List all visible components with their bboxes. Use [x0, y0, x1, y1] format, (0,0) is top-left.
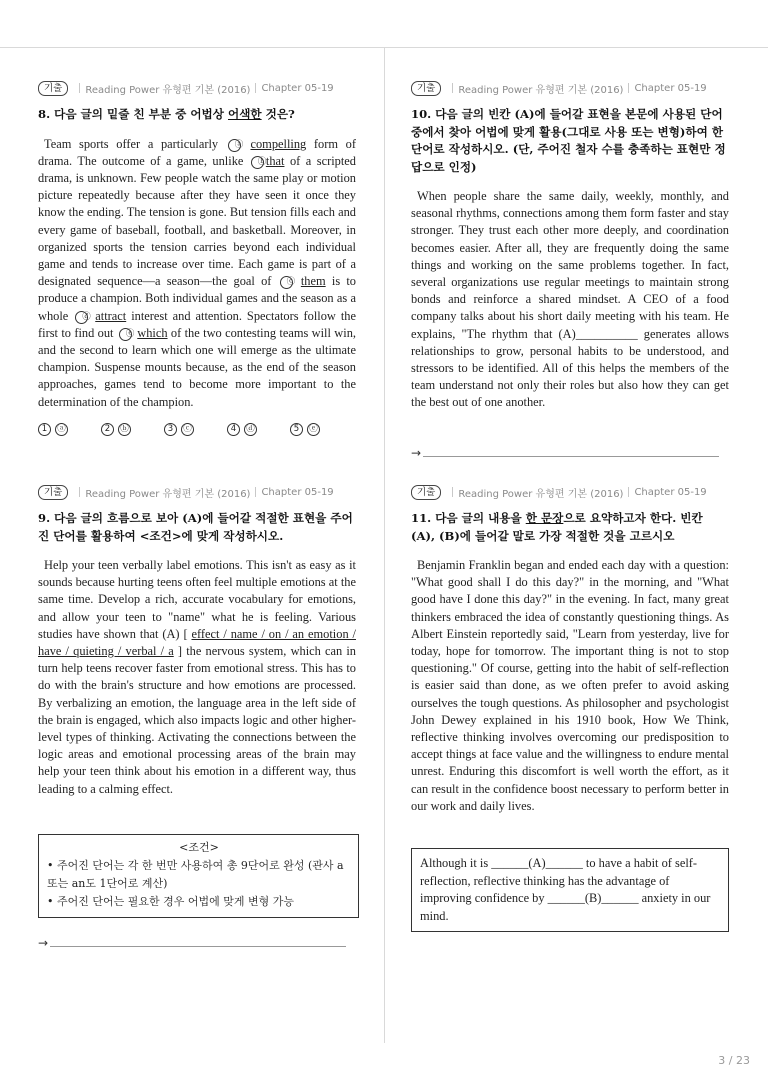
meta-separator [79, 487, 80, 497]
question-11 [411, 484, 729, 815]
marker-b: ⓑ [251, 156, 264, 169]
source-label: Reading Power 유형편 기본 (2016) [458, 488, 624, 500]
option-1[interactable]: 1 ⓐ [38, 423, 101, 436]
underlined-option-a: compelling [250, 136, 307, 151]
passage: When people share the same daily, weekly, monthly, and seasonal rhythms, connections among them form faster and stay stronger. They trust each other more deeply, and coordination becomes easier. After all, they are frequently doing the same things and working on the same problems together. In fact, several organizations use regular meetings to maintain strong bonds and reinforce a shared mindset. A CEO of a food company talks about his short daily meeting with his team. He explains, "The rhythm that (A)__________ generates allows relationships to grow, personal habits to be understood, and stressors to be identified. All of this helps the members of the team understand not only their roles but also how they can get the best out of one another. [411, 189, 729, 410]
question-meta [411, 80, 729, 96]
meta-separator [79, 83, 80, 93]
exam-badge: 기출 [411, 81, 441, 96]
passage: Team sports offer a particularly ⓐ compelling form of drama. The outcome of a game, unlike ⓑthat of a scripted drama, is unknown. Few people watch the same play or motion picture repeatedly because after they have seen it once they know the ending. The tension is gone. But tension fills each and every game of baseball, football, and basketball. Moreover, in organized sports the tension carries beyond each individual game and tends to increase over time. Each game is part of a designated sequence—a season—the goal of ⓒ them is to produce a champion. Both individual games and the season as a whole ⓓ attract interest and attention. Spectators follow the first to find out ⓔ which of the two contesting teams will win, and the second to learn which one will emerge as the ultimate champion. Suspense mounts because, as the end of the season approaches, games tend to become more important to the determination of the champion. [38, 136, 357, 409]
marker-d: ⓓ [75, 311, 88, 324]
meta-separator [255, 487, 256, 497]
question-9 [38, 484, 356, 798]
underlined-option-e: which [137, 325, 168, 340]
meta-separator [452, 83, 453, 93]
underlined-keyword: 어색한 [228, 107, 262, 121]
column-divider [384, 48, 385, 1043]
condition-box [38, 834, 359, 918]
passage: Benjamin Franklin began and ended each day with a question: "What good shall I do this day?" in the morning, and "What good have I done this day?" in the evening. In fact, many great thinkers embraced the idea of constantly questioning things. As Albert Einstein reportedly said, "Learn from yesterday, live for today, hope for tomorrow. The important thing is not to stop questioning." Of course, getting into the habit of self-reflection is easier said than done, as we often prefer to avoid asking ourselves the tough questions. As philosopher and psychologist John Dewey explained in his 1910 book, How We Think, reflective thinking involves overcoming our predisposition to accept things at face value and the willingness to endure mental unrest. Enduring this discomfort is well worth the effort, as it can result in the confidence boost necessary to perform better in our work and daily lives. [411, 558, 729, 813]
meta-separator [255, 83, 256, 93]
arrow-icon: → [38, 936, 49, 950]
condition-item: • 주어진 단어는 필요한 경우 어법에 맞게 변형 가능 [47, 895, 294, 908]
meta-separator [628, 487, 629, 497]
word-list: effect / name / on / an emotion / have / quieting / verbal / a [38, 626, 356, 659]
option-3[interactable]: 3 ⓒ [164, 423, 227, 436]
question-meta [38, 484, 356, 500]
source-label: Reading Power 유형편 기본 (2016) [85, 488, 251, 500]
chapter-label: Chapter 05-19 [634, 486, 707, 498]
meta-separator [628, 83, 629, 93]
underlined-keyword: 한 문장 [525, 511, 564, 525]
question-title: 10. 다음 글의 빈칸 (A)에 들어갈 표현을 본문에 사용된 단어 중에서 찾아 어법에 맞게 활용(그대로 사용 또는 변형)하여 한 단어로 작성하시오. (단, 주어진 철자 수를 충족하는 표현만 정답으로 인정) [411, 107, 726, 174]
exam-badge: 기출 [38, 485, 68, 500]
marker-c: ⓒ [280, 276, 293, 289]
question-10 [411, 80, 729, 412]
question-title: 9. 다음 글의 흐름으로 보아 (A)에 들어갈 적절한 표현을 주어진 단어를 활용하여 <조건>에 맞게 작성하시오. [38, 511, 353, 543]
option-2[interactable]: 2 ⓑ [101, 423, 164, 436]
answer-options [38, 423, 356, 436]
underlined-option-d: attract [95, 308, 127, 323]
question-title: 8. 다음 글의 밑줄 친 부분 중 어법상 어색한 것은? [38, 107, 295, 121]
chapter-label: Chapter 05-19 [261, 486, 334, 498]
option-4[interactable]: 4 ⓓ [227, 423, 290, 436]
exam-badge: 기출 [411, 485, 441, 500]
summary-box [411, 848, 729, 932]
condition-title: <조건> [179, 841, 219, 854]
marker-a: ⓐ [228, 139, 241, 152]
marker-e: ⓔ [119, 328, 132, 341]
page-number: 3 / 23 [718, 1054, 750, 1067]
chapter-label: Chapter 05-19 [634, 82, 707, 94]
option-5[interactable]: 5 ⓔ [290, 423, 353, 436]
underlined-option-c: them [300, 274, 326, 289]
source-label: Reading Power 유형편 기본 (2016) [85, 84, 251, 96]
passage: Help your teen verbally label emotions. This isn't as easy as it sounds because hurting teens often feel multiple emotions at the same time. Develop a rich, accurate vocabulary for emotions, and allow your teen to "name" what he is feeling. Various studies have shown that (A) [ effect / name / on / an emotion / have / quieting / verbal / a ] the nervous system, which can in turn help teens recover faster from emotional stress. This has to do with the brain's structure and how emotions are processed. By verbalizing an emotion, the language area in the left side of the brain is engaged, which also impacts logic and other higher-level types of thinking. Activating the connections between the logic areas and emotional processing areas of the brain may help your teen think about his emotion in a different way, thus leading to a calming effect. [38, 558, 356, 796]
source-label: Reading Power 유형편 기본 (2016) [458, 84, 624, 96]
underlined-option-b: that [265, 153, 285, 168]
condition-item: • 주어진 단어는 각 한 번만 사용하여 총 9단어로 완성 (관사 a 또는 an도 1단어로 계산) [47, 859, 344, 890]
answer-line[interactable] [411, 446, 719, 460]
exam-badge: 기출 [38, 81, 68, 96]
chapter-label: Chapter 05-19 [261, 82, 334, 94]
question-title: 11. 다음 글의 내용을 한 문장으로 요약하고자 한다. 빈칸 (A), (B)에 들어갈 말로 가장 적절한 것을 고르시오 [411, 511, 703, 543]
arrow-icon: → [411, 446, 422, 460]
question-8 [38, 80, 356, 436]
question-meta [411, 484, 729, 500]
question-meta [38, 80, 356, 96]
answer-line[interactable] [38, 936, 346, 950]
meta-separator [452, 487, 453, 497]
summary-text: Although it is ______(A)______ to have a habit of self-reflection, reflective thinking has the advantage of improving confidence by ______(B)______ anxiety in our mind. [420, 856, 711, 923]
